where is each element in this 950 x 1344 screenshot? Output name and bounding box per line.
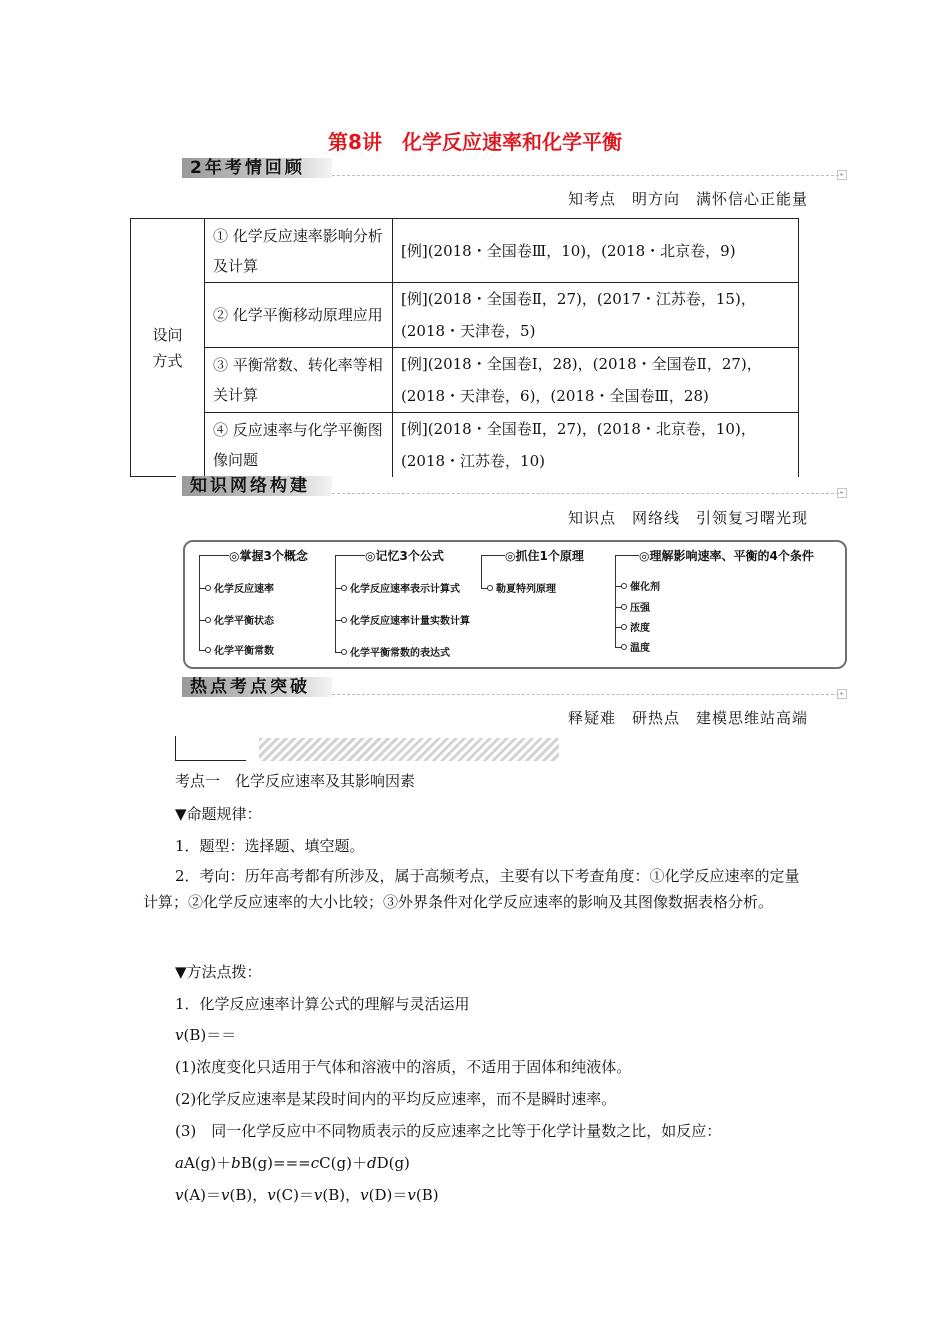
network-item: 催化剂 [630, 582, 660, 593]
corner-marker-icon: ▸ [837, 488, 847, 498]
network-item: 温度 [630, 643, 650, 654]
var-v: v [313, 1186, 323, 1204]
section-heading-text: 2年考情回顾 [190, 158, 305, 178]
node-circle-icon [341, 585, 347, 591]
rule-item-paragraph: 2．考向：历年高考都有所涉及，属于高频考点，主要有以下考查角度：①化学反应速率的定量计算；②化学反应速率的大小比较；③外界条件对化学反应速率的影响及其图像数据表格分析。 [143, 867, 800, 911]
section-heading-text: 热点考点突破 [190, 677, 310, 697]
rate-part: (B)， [322, 1186, 361, 1204]
var-v: v [407, 1186, 416, 1204]
corner-marker-icon: ▸ [837, 689, 847, 699]
eq-part: A(g)＋ [183, 1154, 232, 1172]
node-circle-icon [487, 585, 493, 591]
node-circle-icon [621, 604, 627, 610]
examples-cell: [例](2018・全国卷Ⅱ，27)，(2018・北京卷，10)，(2018・江苏卷，10) [393, 413, 799, 478]
eq-part: D(g) [376, 1154, 410, 1172]
section-heading-exam-review [182, 156, 847, 180]
var-v: v [267, 1186, 276, 1204]
connector-line [481, 555, 482, 588]
node-circle-icon [341, 649, 347, 655]
section-heading-knowledge-network [182, 474, 847, 498]
rate-relations [175, 1185, 439, 1206]
network-item: 化学平衡常数的表达式 [350, 648, 450, 659]
node-circle-icon [621, 624, 627, 630]
examples-cell: [例](2018・全国卷Ⅰ，28)，(2018・全国卷Ⅱ，27)，(2018・天津卷，6)，(2018・全国卷Ⅲ，28) [393, 348, 799, 413]
network-group-header: ◎记忆3个公式 [365, 549, 444, 563]
section-subtitle: 知识点 网络线 引领复习曙光现 [567, 509, 808, 527]
examples-cell: [例](2018・全国卷Ⅱ，27)，(2017・江苏卷，15)，(2018・天津卷，5) [393, 283, 799, 348]
note-item: (2)化学反应速率是某段时间内的平均反应速率，而不是瞬时速率。 [175, 1090, 617, 1108]
rule-item: 1．题型：选择题、填空题。 [175, 837, 365, 855]
exam-topics-table [130, 218, 799, 477]
table-bottom-rule [130, 476, 176, 477]
heading-divider [332, 493, 839, 494]
network-item: 化学平衡状态 [214, 616, 274, 627]
section-heading-text: 知识网络构建 [190, 476, 310, 496]
table-row [131, 219, 799, 283]
row-label: 设问方式 [152, 326, 183, 370]
topic-cell: ④ 反应速率与化学平衡图像问题 [205, 413, 393, 478]
rate-part: (D)＝ [368, 1186, 408, 1204]
coef: c [310, 1154, 320, 1172]
heading-divider [332, 694, 839, 695]
examples-cell: [例](2018・全国卷Ⅲ，10)，(2018・北京卷，9) [393, 219, 799, 283]
connector-line [615, 555, 639, 556]
section-bracket-marker [175, 736, 246, 761]
network-item: 化学平衡常数 [214, 646, 274, 657]
eq-part: C(g)＋ [319, 1154, 367, 1172]
topic-title: 考点一 化学反应速率及其影响因素 [175, 772, 416, 790]
page-title: 第8讲 化学反应速率和化学平衡 [328, 130, 622, 154]
rate-part: (C)＝ [275, 1186, 314, 1204]
row-label-cell [131, 219, 205, 478]
rate-part: (B) [415, 1186, 439, 1204]
topic-cell: ① 化学反应速率影响分析及计算 [205, 219, 393, 283]
connector-line [481, 555, 505, 556]
connector-line [199, 555, 200, 650]
var-v: v [175, 1186, 184, 1204]
table-row [131, 348, 799, 413]
connector-line [335, 555, 336, 652]
network-item: 化学反应速率计量实数计算 [350, 616, 470, 627]
node-circle-icon [205, 617, 211, 623]
node-circle-icon [621, 583, 627, 589]
network-item: 化学反应速率 [214, 584, 274, 595]
rate-part: (A)＝ [183, 1186, 222, 1204]
table-row [131, 283, 799, 348]
section-subtitle: 释疑难 研热点 建模思维站高端 [567, 709, 808, 727]
reaction-equation [175, 1153, 410, 1174]
section-subtitle: 知考点 明方向 满怀信心正能量 [567, 190, 808, 208]
method-item: 1．化学反应速率计算公式的理解与灵活运用 [175, 995, 470, 1013]
rate-part: (B)， [229, 1186, 268, 1204]
network-group-header: ◎理解影响速率、平衡的4个条件 [639, 549, 814, 563]
network-group-header: ◎抓住1个原理 [505, 549, 584, 563]
network-item: 压强 [630, 603, 650, 614]
note-item: (1)浓度变化只适用于气体和溶液中的溶质，不适用于固体和纯液体。 [175, 1058, 632, 1076]
table-row [131, 413, 799, 478]
network-group-header: ◎掌握3个概念 [229, 549, 308, 563]
var-v: v [175, 1026, 184, 1044]
node-circle-icon [205, 647, 211, 653]
method-heading: ▼方法点拨： [175, 963, 262, 981]
connector-line [335, 555, 365, 556]
node-circle-icon [621, 644, 627, 650]
note-item: (3) 同一化学反应中不同物质表示的反应速率之比等于化学计量数之比，如反应： [175, 1122, 722, 1140]
coef: a [175, 1154, 184, 1172]
var-v: v [360, 1186, 369, 1204]
network-item: 勒夏特列原理 [496, 584, 556, 595]
var-v: v [221, 1186, 230, 1204]
connector-line [615, 555, 616, 647]
section-heading-hot-topics [182, 675, 847, 699]
network-item: 浓度 [630, 623, 650, 634]
corner-marker-icon: ▸ [837, 170, 847, 180]
network-item: 化学反应速率表示计算式 [350, 584, 460, 595]
connector-line [199, 555, 229, 556]
eq-part: B(g)=== [240, 1154, 311, 1172]
topic-cell: ③ 平衡常数、转化率等相关计算 [205, 348, 393, 413]
rule-heading: ▼命题规律： [175, 805, 262, 823]
rate-formula [175, 1025, 236, 1046]
coef: d [366, 1154, 377, 1172]
node-circle-icon [341, 617, 347, 623]
node-circle-icon [205, 585, 211, 591]
hatched-banner [259, 738, 559, 761]
heading-divider [332, 175, 839, 176]
topic-cell: ② 化学平衡移动原理应用 [205, 283, 393, 348]
formula-text: (B)＝＝ [183, 1026, 237, 1044]
knowledge-network-diagram [183, 540, 847, 669]
coef: b [231, 1154, 241, 1172]
